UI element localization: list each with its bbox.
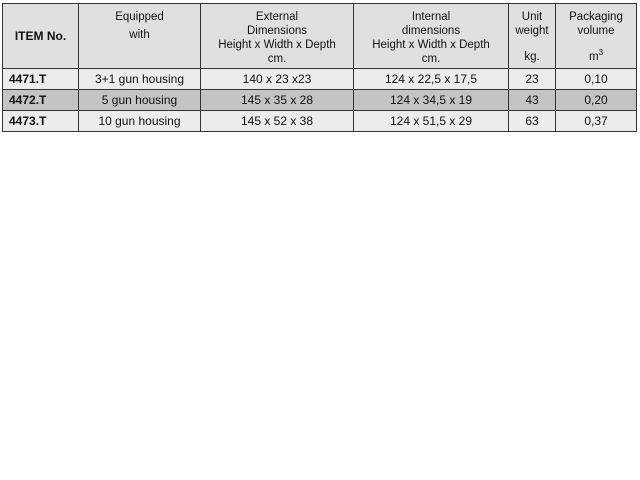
header-external [201,4,354,69]
cell-internal-dimensions: 124 x 22,5 x 17,5 [354,69,509,90]
header-unit-weight-unit: kg. [524,51,540,63]
header-external-line4: cm. [267,53,287,65]
header-internal [354,4,509,69]
header-external-line2: Dimensions [246,25,308,37]
header-item-no-label: ITEM No. [14,29,67,43]
header-packaging-line2: volume [577,25,615,37]
header-packaging-unit-base: m [588,51,599,63]
header-unit-weight [509,4,556,69]
header-external-line1: External [255,11,299,23]
cell-external-dimensions: 145 x 35 x 28 [201,90,354,111]
table-row [3,69,637,90]
header-external-line3: Height x Width x Depth [218,39,336,51]
header-internal-line4: cm. [421,53,441,65]
cell-item-no: 4473.T [3,111,79,132]
cell-external-dimensions: 140 x 23 x23 [201,69,354,90]
cell-packaging-volume: 0,37 [556,111,637,132]
cell-unit-weight: 23 [509,69,556,90]
header-packaging-unit-exponent: 3 [598,48,604,58]
cell-unit-weight: 43 [509,90,556,111]
cell-item-no: 4472.T [3,90,79,111]
header-unit-weight-line1: Unit [521,11,543,23]
product-spec-table [2,3,637,132]
cell-item-no: 4471.T [3,69,79,90]
header-equipped-line2: with [129,29,150,41]
header-equipped [79,4,201,69]
header-internal-line3: Height x Width x Depth [372,39,490,51]
header-internal-line2: dimensions [401,25,461,37]
table-row [3,111,637,132]
header-equipped-line1: Equipped [115,11,164,23]
header-unit-weight-line2: weight [515,25,549,37]
table-row [3,90,637,111]
table-header-row [3,4,637,69]
cell-equipped: 3+1 gun housing [79,69,201,90]
header-item-no [3,4,79,69]
cell-internal-dimensions: 124 x 34,5 x 19 [354,90,509,111]
header-packaging-unit [558,50,634,64]
cell-internal-dimensions: 124 x 51,5 x 29 [354,111,509,132]
header-packaging-line1: Packaging [569,11,623,23]
cell-equipped: 5 gun housing [79,90,201,111]
cell-equipped: 10 gun housing [79,111,201,132]
cell-unit-weight: 63 [509,111,556,132]
header-packaging-volume [556,4,637,69]
cell-external-dimensions: 145 x 52 x 38 [201,111,354,132]
header-internal-line1: Internal [411,11,451,23]
cell-packaging-volume: 0,20 [556,90,637,111]
cell-packaging-volume: 0,10 [556,69,637,90]
